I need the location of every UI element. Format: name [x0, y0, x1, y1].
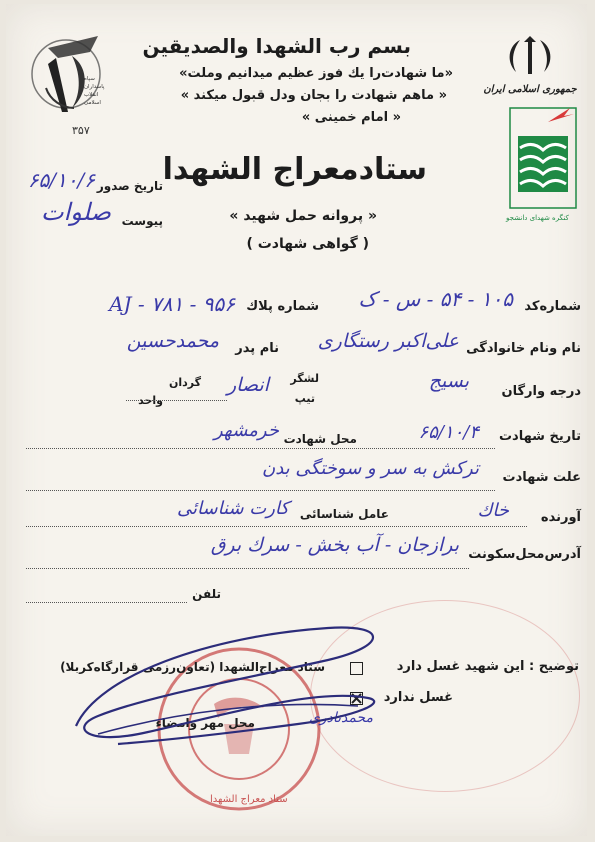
header-quote-2: « ماهم شهادت را بجان ودل قبول میکند » — [180, 88, 447, 103]
page-subtitle-2: ( گواهی شهادت ) — [246, 236, 369, 252]
martyr-place-value: خرمشهر — [214, 420, 279, 441]
emblem-of-iran-icon — [480, 32, 580, 100]
rank-label: درجه وارگان — [501, 384, 581, 399]
rank-value: بسیج — [428, 370, 469, 392]
identifier-value: کارت شناسائی — [177, 498, 289, 519]
bearer-label: آورنده — [540, 510, 581, 525]
martyr-dotted-line — [26, 448, 495, 449]
header-quote-3: « امام خمینی » — [301, 110, 401, 125]
name-label: نام ونام خانوادگی — [466, 341, 581, 356]
plate-label: شماره پلاك — [246, 299, 319, 314]
attachment-label: پیوست — [121, 214, 163, 228]
cause-dotted-line — [26, 490, 495, 491]
irgc-emblem — [28, 28, 118, 140]
bismillah-heading: بسم رب الشهدا والصديقين — [142, 34, 411, 58]
header-quote-1: «ما شهادت‌را یك فوز عظیم میدانیم وملت» — [179, 66, 453, 81]
army-value: انصار — [226, 374, 269, 396]
father-label: نام پدر — [235, 341, 279, 356]
phone-label: تلفن — [192, 587, 221, 601]
svg-text:انقلاب: انقلاب — [84, 92, 99, 98]
martyr-date-label: تاریخ شهادت — [498, 429, 581, 444]
martyr-place-label: محل شهادت — [283, 432, 357, 446]
attachment-value: صلوات — [41, 198, 111, 226]
bearer-dotted-line — [26, 526, 527, 527]
army-label: لشگر — [290, 372, 319, 385]
note-label: توضیح : این شهید غسل دارد — [396, 659, 579, 674]
bearer-value: خاك — [477, 500, 509, 521]
code-value: ۱۰۵ - ۵۴ - س - ک — [358, 287, 513, 311]
book-dove-logo-icon — [508, 102, 580, 212]
page-subtitle: « پروانه حمل شهید » — [229, 208, 377, 224]
emblem-number: ۳۵۷ — [72, 124, 90, 137]
svg-text:سپاه: سپاه — [84, 76, 95, 82]
brigade-label: تیپ — [294, 392, 315, 405]
logo-caption: کنگره شهدای دانشجو — [506, 214, 569, 222]
certificate-page — [6, 4, 587, 836]
svg-text:جمهوری اسلامی ایران: جمهوری اسلامی ایران — [483, 84, 577, 95]
cause-value: ترکش به سر و سوختگی بدن — [262, 458, 479, 479]
stamp-ring-text: ستاد معراج الشهدا — [210, 794, 288, 805]
code-label: شماره‌کد — [524, 299, 581, 314]
address-value: برازجان - آب بخش - سرك برق — [210, 534, 459, 556]
address-label: آدرس‌محل‌سکونت — [468, 547, 581, 562]
issue-date-value: ۶۵/۱۰/۶ — [27, 168, 95, 192]
university-logo — [480, 32, 580, 232]
father-value: محمدحسین — [126, 330, 219, 352]
name-value: علی‌اکبر رستگاری — [317, 330, 459, 352]
martyr-date-value: ۶۵/۱۰/۴ — [418, 422, 479, 443]
address-dotted-line — [26, 568, 469, 569]
seal-label: محل مهر وامضاء — [155, 716, 255, 730]
phone-dotted-line — [26, 602, 187, 603]
page-title: ستادمعراج الشهدا — [162, 152, 427, 187]
svg-text:اسلامی: اسلامی — [84, 100, 101, 106]
signature — [58, 616, 398, 756]
issue-date-label: تاریخ صدور — [96, 179, 163, 193]
stamp-name: محمدنادری — [308, 710, 373, 726]
battalion-label: گردان — [168, 376, 201, 389]
rank-dotted-line — [126, 400, 227, 401]
plate-value: ۹۵۶ - ۷۸۱ - AJ — [109, 292, 235, 316]
hq-label: ستاد معراج‌الشهدا (تعاون‌رزمی قرارگاه‌کربلا) — [60, 660, 325, 674]
svg-text:پاسداران: پاسداران — [84, 84, 105, 90]
ghusl-no-label: غسل ندارد — [383, 690, 453, 705]
identifier-label: عامل شناسائی — [299, 507, 389, 521]
unit-label: واحد — [138, 394, 163, 407]
cause-label: علت شهادت — [502, 470, 581, 485]
